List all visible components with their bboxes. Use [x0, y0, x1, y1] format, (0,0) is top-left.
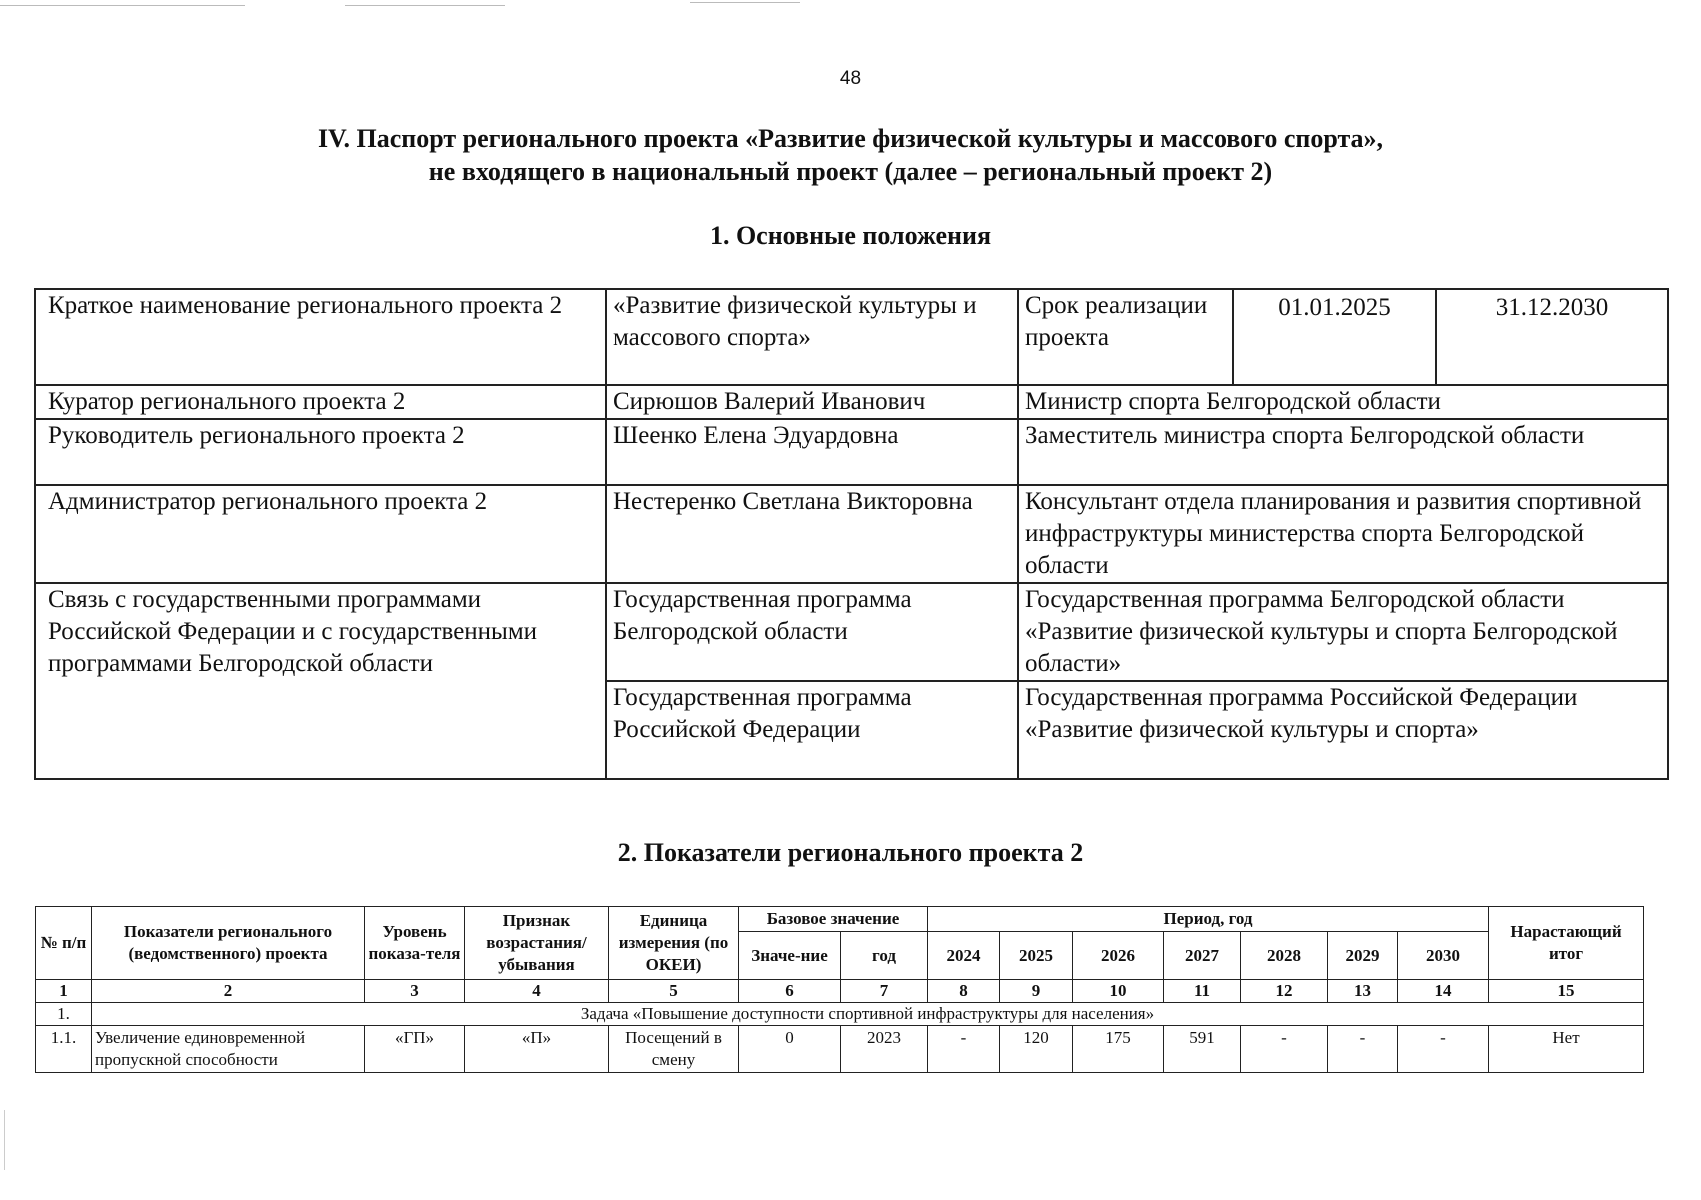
admin-position: Консультант отдела планирования и развития спортивной инфраструктуры министерства спорта Белгородской области	[1018, 485, 1668, 583]
column-number: 12	[1241, 980, 1328, 1003]
curator-label: Куратор регионального проекта 2	[35, 385, 606, 419]
main-provisions-table	[34, 288, 1669, 780]
column-number: 3	[365, 980, 465, 1003]
admin-label: Администратор регионального проекта 2	[35, 485, 606, 583]
section-heading-main-provisions: 1. Основные положения	[709, 221, 992, 250]
header-year-2026: 2026	[1073, 932, 1164, 980]
link-label: Связь с государственными программами Российской Федерации и с государственными программами Белгородской области	[35, 583, 606, 779]
indicators-table	[35, 906, 1644, 1073]
table-row	[35, 385, 1668, 419]
table-row	[35, 419, 1668, 485]
indicator-value-2027: 591	[1164, 1026, 1241, 1073]
task-row	[36, 1003, 1644, 1026]
indicator-value-2028: -	[1241, 1026, 1328, 1073]
indicator-unit: Посещений в смену	[609, 1026, 739, 1073]
table-row	[35, 485, 1668, 583]
column-number: 2	[92, 980, 365, 1003]
header-period: Период, год	[928, 907, 1489, 932]
head-name: Шеенко Елена Эдуардовна	[606, 419, 1018, 485]
column-number: 14	[1398, 980, 1489, 1003]
indicator-value-2025: 120	[1000, 1026, 1073, 1073]
header-year-2028: 2028	[1241, 932, 1328, 980]
indicator-total: Нет	[1489, 1026, 1644, 1073]
head-position: Заместитель министра спорта Белгородской области	[1018, 419, 1668, 485]
column-number: 11	[1164, 980, 1241, 1003]
header-total: Нарастающий итог	[1489, 907, 1644, 980]
task-number: 1.	[36, 1003, 92, 1026]
indicator-base-year: 2023	[841, 1026, 928, 1073]
header-row	[36, 907, 1644, 932]
end-date: 31.12.2030	[1436, 289, 1668, 385]
link-value-federal: Государственная программа Российской Федерации «Развитие физической культуры и спорта»	[1018, 681, 1668, 779]
indicator-value-2024: -	[928, 1026, 1000, 1073]
header-base-value: Значе-ние	[739, 932, 841, 980]
table-row	[35, 289, 1668, 385]
column-number: 9	[1000, 980, 1073, 1003]
column-number: 8	[928, 980, 1000, 1003]
short-name-value: «Развитие физической культуры и массового спорта»	[606, 289, 1018, 385]
link-type-federal: Государственная программа Российской Федерации	[606, 681, 1018, 779]
section-heading-indicators: 2. Показатели регионального проекта 2	[617, 838, 1084, 867]
title-line-1: IV. Паспорт регионального проекта «Развитие физической культуры и массового спорта»,	[317, 124, 1384, 153]
column-number: 5	[609, 980, 739, 1003]
indicator-value-2030: -	[1398, 1026, 1489, 1073]
indicator-name: Увеличение единовременной пропускной способности	[92, 1026, 365, 1073]
table-row	[35, 583, 1668, 681]
indicator-row	[36, 1026, 1644, 1073]
link-value-regional: Государственная программа Белгородской области «Развитие физической культуры и спорта Белгородской области»	[1018, 583, 1668, 681]
header-year-2025: 2025	[1000, 932, 1073, 980]
indicator-value-2029: -	[1328, 1026, 1398, 1073]
scan-artifact-line	[0, 5, 245, 6]
head-label: Руководитель регионального проекта 2	[35, 419, 606, 485]
column-number: 4	[465, 980, 609, 1003]
column-number: 6	[739, 980, 841, 1003]
header-year-2030: 2030	[1398, 932, 1489, 980]
header-unit: Единица измерения (по ОКЕИ)	[609, 907, 739, 980]
header-level: Уровень показа-теля	[365, 907, 465, 980]
column-number: 1	[36, 980, 92, 1003]
scan-margin-mark	[4, 1110, 5, 1170]
column-number: 15	[1489, 980, 1644, 1003]
column-number: 13	[1328, 980, 1398, 1003]
column-number: 7	[841, 980, 928, 1003]
curator-name: Сирюшов Валерий Иванович	[606, 385, 1018, 419]
header-num: № п/п	[36, 907, 92, 980]
short-name-label: Краткое наименование регионального проекта 2	[35, 289, 606, 385]
curator-position: Министр спорта Белгородской области	[1018, 385, 1668, 419]
header-year-2027: 2027	[1164, 932, 1241, 980]
indicator-base-value: 0	[739, 1026, 841, 1073]
column-number-row	[36, 980, 1644, 1003]
indicator-value-2026: 175	[1073, 1026, 1164, 1073]
indicator-sign: «П»	[465, 1026, 609, 1073]
term-label: Срок реализации проекта	[1018, 289, 1233, 385]
start-date: 01.01.2025	[1233, 289, 1436, 385]
document-title	[150, 122, 1551, 188]
scan-artifact-line	[690, 2, 800, 3]
link-type-regional: Государственная программа Белгородской области	[606, 583, 1018, 681]
scan-artifact-line	[345, 5, 505, 6]
header-year-2029: 2029	[1328, 932, 1398, 980]
column-number: 10	[1073, 980, 1164, 1003]
header-base: Базовое значение	[739, 907, 928, 932]
indicator-level: «ГП»	[365, 1026, 465, 1073]
page-number: 48	[839, 68, 862, 89]
header-sign: Признак возрастания/ убывания	[465, 907, 609, 980]
task-text: Задача «Повышение доступности спортивной инфраструктуры для населения»	[92, 1003, 1644, 1026]
header-year-2024: 2024	[928, 932, 1000, 980]
indicator-number: 1.1.	[36, 1026, 92, 1073]
header-indicator: Показатели регионального (ведомственного) проекта	[92, 907, 365, 980]
admin-name: Нестеренко Светлана Викторовна	[606, 485, 1018, 583]
title-line-2: не входящего в национальный проект (далее – региональный проект 2)	[428, 157, 1273, 186]
header-base-year: год	[841, 932, 928, 980]
